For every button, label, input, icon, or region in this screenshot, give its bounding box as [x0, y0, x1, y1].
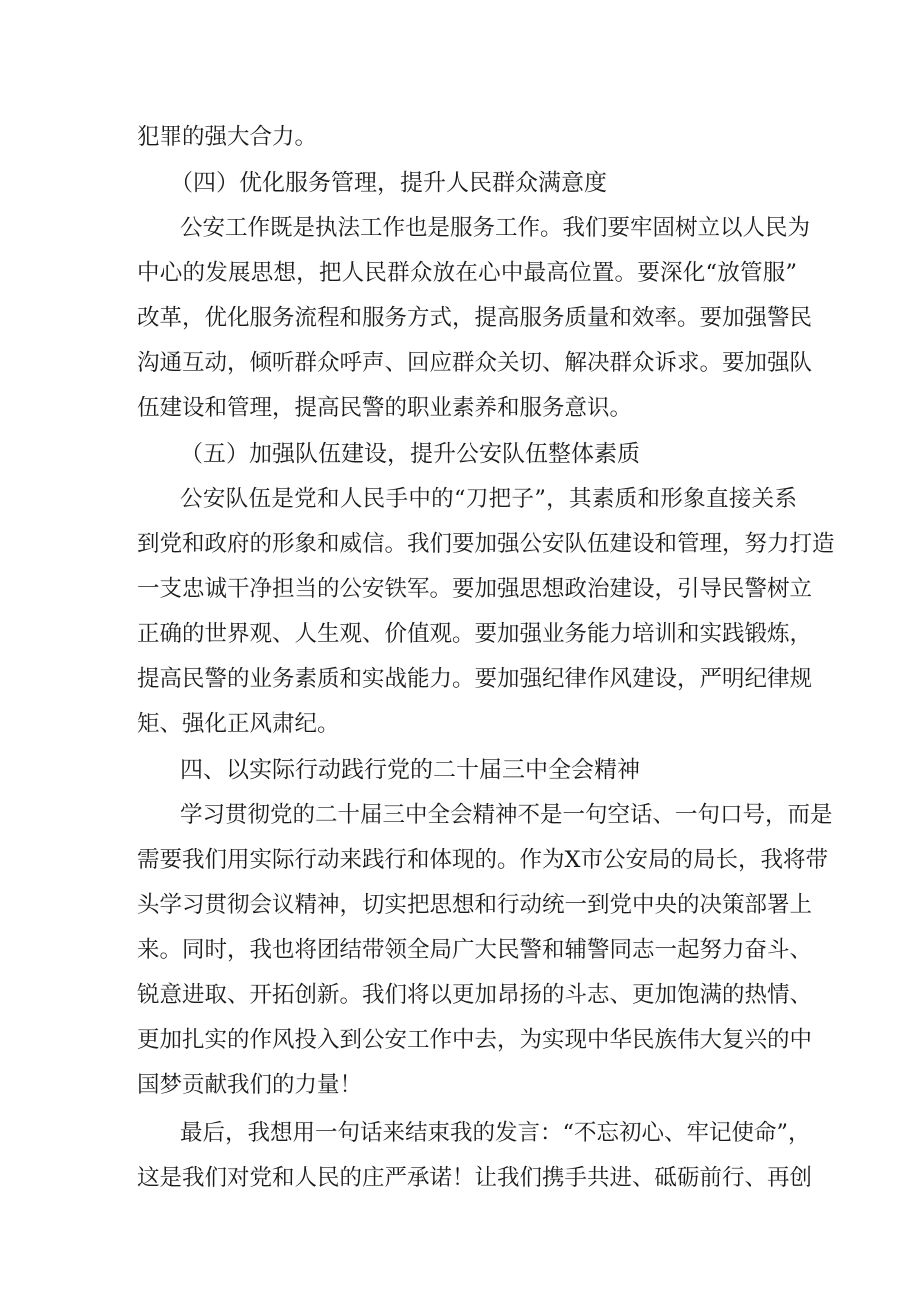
paragraph-line: 更加扎实的作风投入到公安工作中去，为实现中华民族伟大复兴的中 — [137, 1027, 813, 1053]
section-heading-5: （五）加强队伍建设，提升公安队伍整体素质 — [180, 441, 640, 467]
paragraph-line: 来。同时，我也将团结带领全局广大民警和辅警同志一起努力奋斗、 — [137, 937, 813, 963]
paragraph-line: 公安队伍是党和人民手中的“刀把子”，其素质和形象直接关系 — [180, 486, 797, 512]
paragraph-line: 提高民警的业务素质和实战能力。要加强纪律作风建设，严明纪律规 — [137, 666, 813, 692]
paragraph-line: 矩、强化正风肃纪。 — [137, 711, 340, 737]
chapter-heading-4: 四、以实际行动践行党的二十届三中全会精神 — [180, 757, 640, 783]
paragraph-line: 一支忠诚干净担当的公安铁军。要加强思想政治建设，引导民警树立 — [137, 576, 813, 602]
paragraph-line: 到党和政府的形象和威信。我们要加强公安队伍建设和管理，努力打造 — [137, 531, 835, 557]
paragraph-line: 犯罪的强大合力。 — [137, 124, 318, 150]
paragraph-line: 公安工作既是执法工作也是服务工作。我们要牢固树立以人民为 — [180, 215, 811, 241]
paragraph-line: 学习贯彻党的二十届三中全会精神不是一句空话、一句口号，而是 — [180, 802, 833, 828]
paragraph-line: 最后，我想用一句话来结束我的发言：“不忘初心、牢记使命”， — [180, 1120, 811, 1146]
paragraph-line: 这是我们对党和人民的庄严承诺！让我们携手共进、砥砺前行、再创 — [137, 1165, 813, 1191]
paragraph-line: 锐意进取、开拓创新。我们将以更加昂扬的斗志、更加饱满的热情、 — [137, 982, 813, 1008]
paragraph-line: 正确的世界观、人生观、价值观。要加强业务能力培训和实践锻炼， — [137, 621, 813, 647]
paragraph-line: 国梦贡献我们的力量！ — [137, 1072, 363, 1098]
paragraph-line: 需要我们用实际行动来践行和体现的。作为X市公安局的局长，我将带 — [137, 847, 829, 873]
paragraph-line: 伍建设和管理，提高民警的职业素养和服务意识。 — [137, 395, 633, 421]
paragraph-line: 头学习贯彻会议精神，切实把思想和行动统一到党中央的决策部署上 — [137, 892, 813, 918]
paragraph-line: 中心的发展思想，把人民群众放在心中最高位置。要深化“放管服” — [137, 260, 797, 286]
section-heading-4: （四）优化服务管理，提升人民群众满意度 — [170, 170, 607, 196]
paragraph-line: 沟通互动，倾听群众呼声、回应群众关切、解决群众诉求。要加强队 — [137, 350, 813, 376]
paragraph-line: 改革，优化服务流程和服务方式，提高服务质量和效率。要加强警民 — [137, 305, 813, 331]
